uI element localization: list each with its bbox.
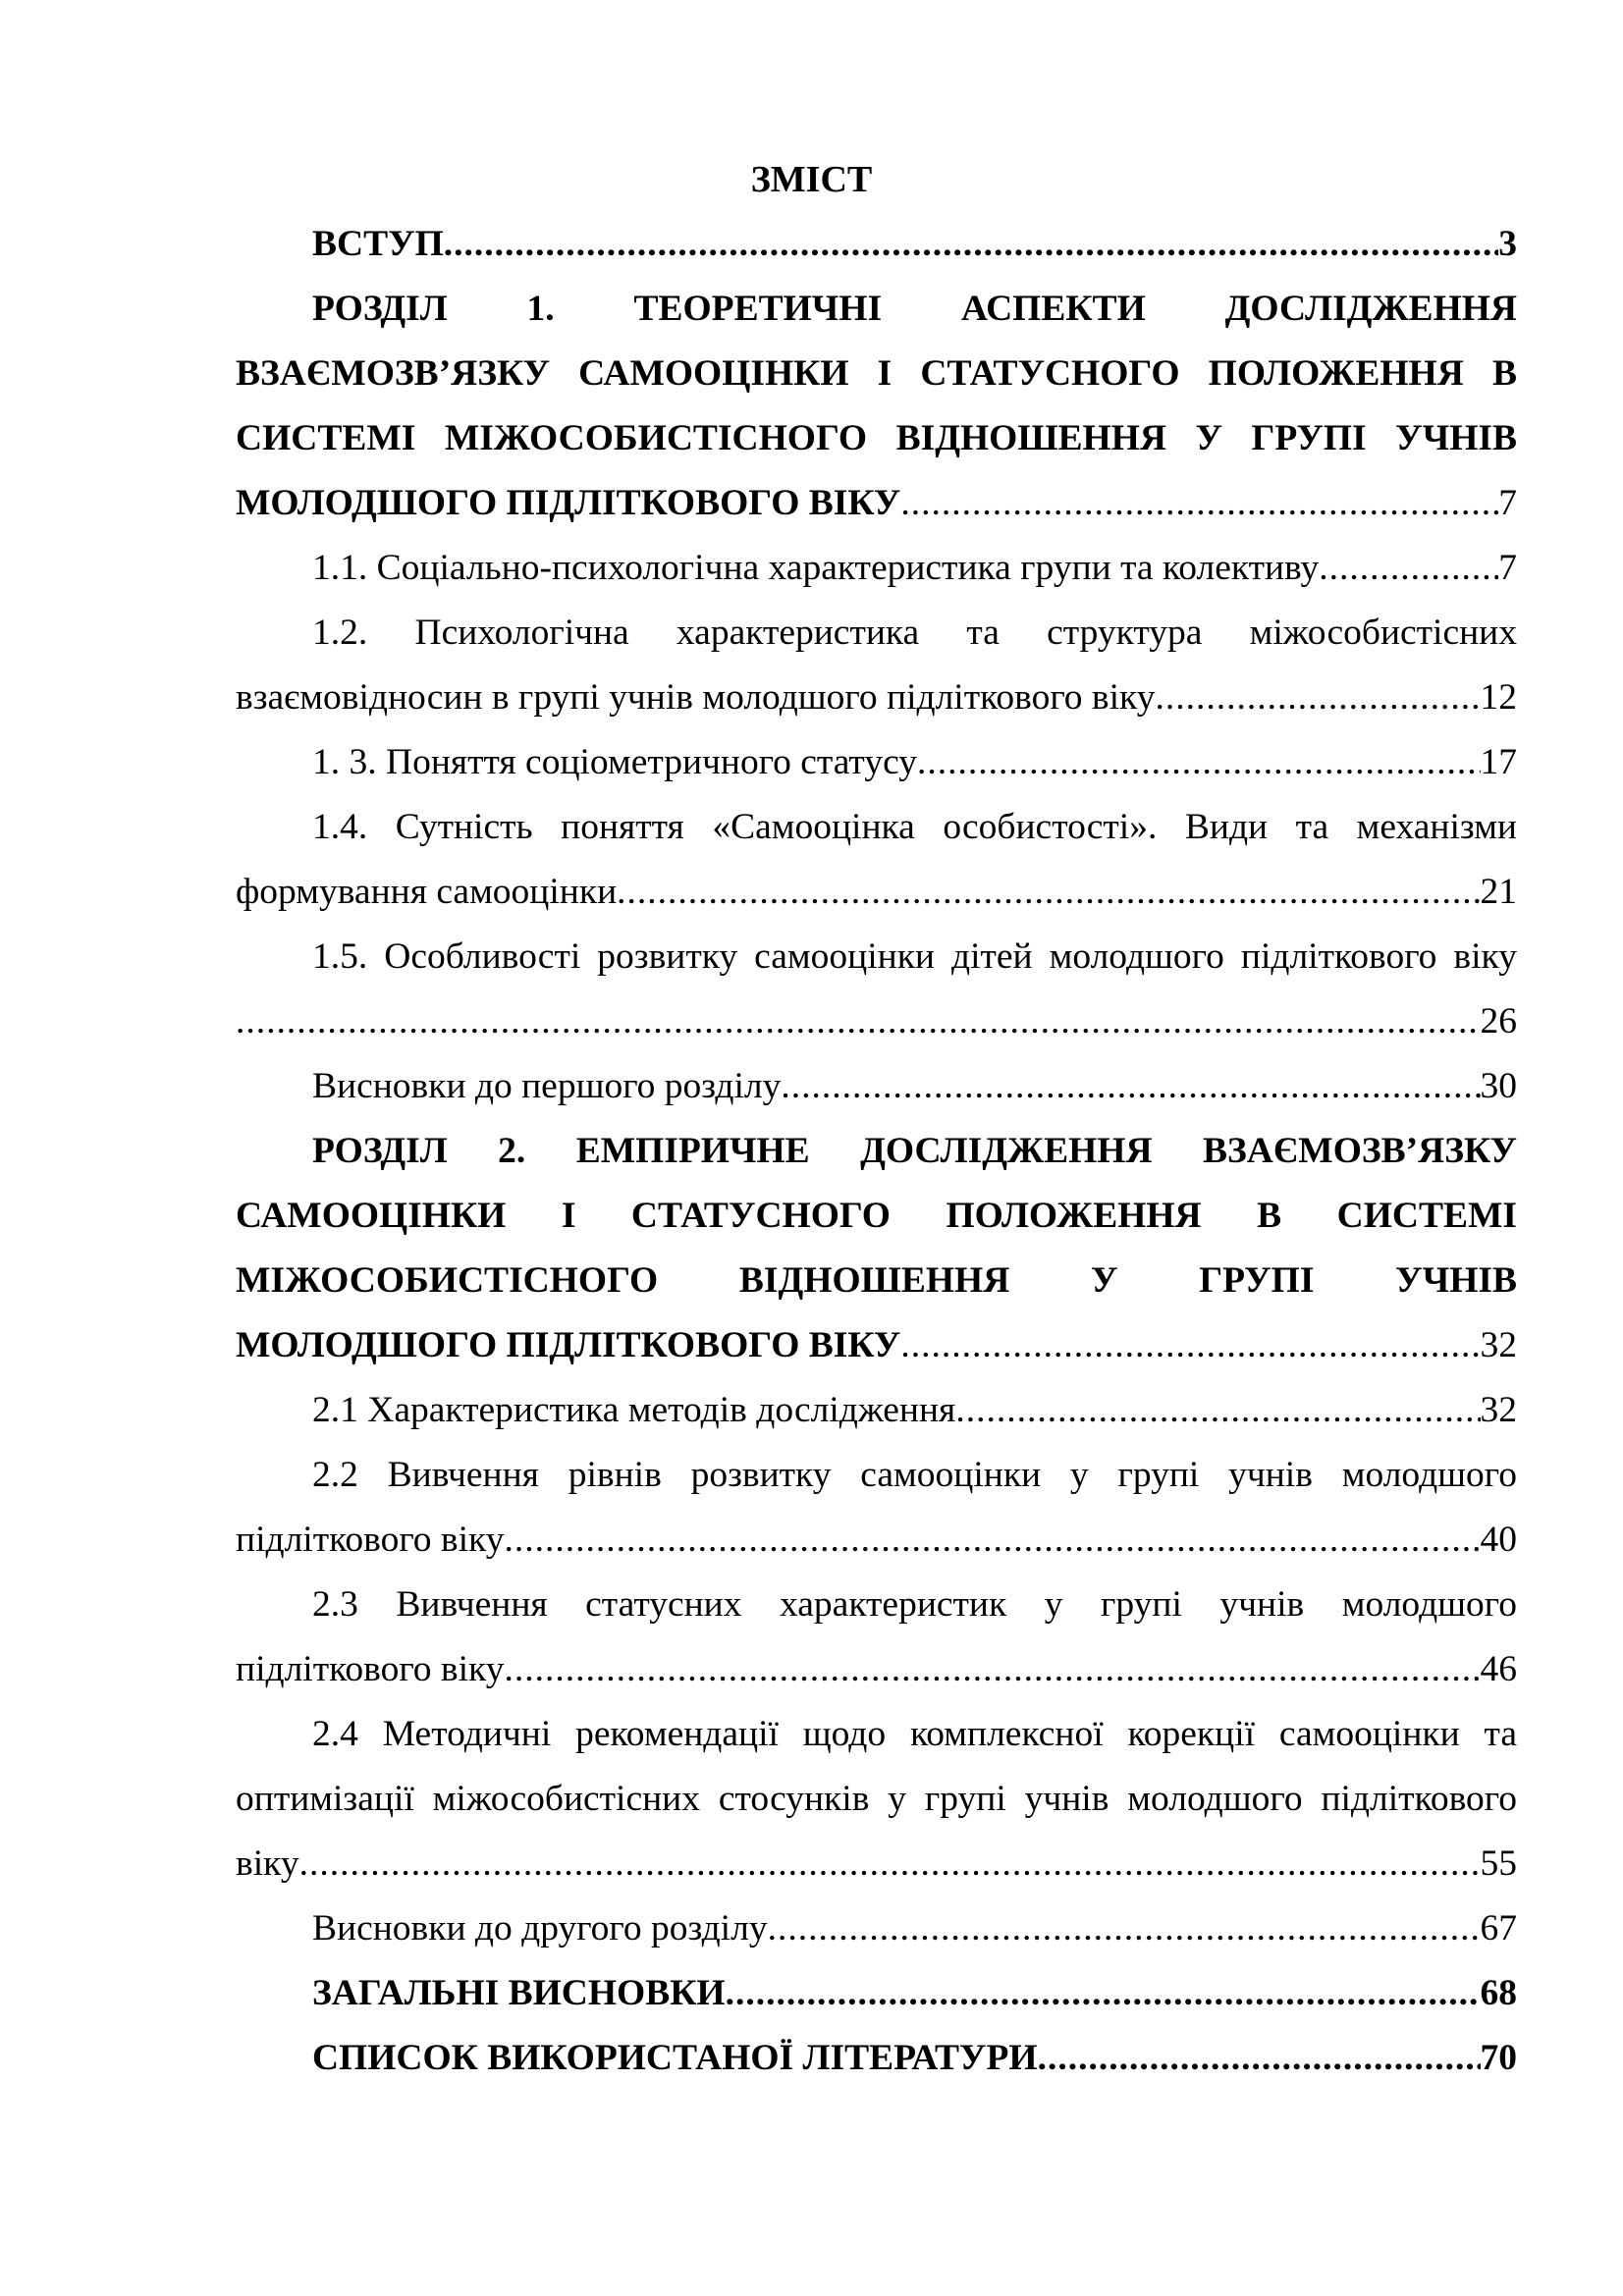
dot-leader	[505, 1508, 1481, 1573]
toc-entry-chapter-2	[236, 1119, 1517, 1378]
toc-page-number: 21	[1480, 872, 1517, 912]
toc-page-number: 26	[1480, 1001, 1517, 1041]
toc-entry-line: 1.5. Особливості розвитку самооцінки дітей молодшого підліткового віку	[312, 936, 1517, 977]
toc-entry-text: МОЛОДШОГО ПІДЛІТКОВОГО ВІКУ	[236, 1325, 901, 1365]
toc-entry-line: 2.4 Методичні рекомендації щодо комплексної корекції самооцінки та	[312, 1714, 1517, 1754]
toc-page-number: 70	[1480, 2038, 1517, 2078]
dot-leader	[1156, 666, 1481, 730]
toc-entry-general-conclusions	[236, 1961, 1517, 2026]
toc-entry-references	[236, 2026, 1517, 2091]
dot-leader	[1319, 536, 1498, 601]
toc-entry-1-3	[236, 730, 1517, 795]
table-of-contents	[236, 212, 1517, 2091]
dot-leader	[1038, 2026, 1481, 2091]
toc-entry-text: віку	[236, 1843, 299, 1884]
dot-leader	[900, 1313, 1480, 1378]
toc-entry-2-1	[236, 1378, 1517, 1443]
toc-page-number: 40	[1480, 1520, 1517, 1560]
toc-page-number: 46	[1480, 1649, 1517, 1689]
toc-entry-text: формування самооцінки	[236, 872, 618, 912]
dot-leader	[444, 212, 1498, 277]
toc-entry-line: 2.3 Вивчення статусних характеристик у групі учнів молодшого	[312, 1584, 1517, 1625]
dot-leader	[505, 1637, 1481, 1702]
toc-entry-text: МОЛОДШОГО ПІДЛІТКОВОГО ВІКУ	[236, 483, 901, 523]
toc-page-number: 12	[1480, 677, 1517, 718]
dot-leader	[299, 1832, 1481, 1896]
toc-entry-text: Висновки до другого розділу	[312, 1908, 768, 1949]
toc-entry-text: 1.1. Соціально-психологічна характеристика групи та колективу	[312, 548, 1320, 588]
toc-title: ЗМІСТ	[750, 159, 873, 200]
toc-entry-1-4	[236, 795, 1517, 925]
toc-page-number: 32	[1480, 1390, 1517, 1430]
toc-page-number: 68	[1480, 1973, 1517, 2013]
toc-entry-chapter-1	[236, 277, 1517, 536]
toc-entry-conclusions-2	[236, 1896, 1517, 1961]
toc-entry-line: САМООЦІНКИ І СТАТУСНОГО ПОЛОЖЕННЯ В СИСТЕМІ	[236, 1196, 1517, 1236]
toc-page-number: 17	[1480, 742, 1517, 782]
toc-page-number: 32	[1480, 1325, 1517, 1365]
toc-page-number: 67	[1480, 1908, 1517, 1949]
dot-leader	[236, 989, 1481, 1054]
toc-entry-conclusions-1	[236, 1054, 1517, 1119]
toc-page-number: 7	[1498, 483, 1517, 523]
toc-entry-line: 1.2. Психологічна характеристика та структура міжособистісних	[312, 613, 1517, 653]
toc-entry-line: ВЗАЄМОЗВ’ЯЗКУ САМООЦІНКИ І СТАТУСНОГО ПОЛОЖЕННЯ В	[236, 353, 1517, 394]
toc-entry-1-5	[236, 925, 1517, 1054]
toc-entry-text: ВСТУП	[312, 224, 444, 264]
toc-entry-text: СПИСОК ВИКОРИСТАНОЇ ЛІТЕРАТУРИ	[312, 2038, 1038, 2078]
toc-page-number: 55	[1480, 1843, 1517, 1884]
toc-entry-intro	[236, 212, 1517, 277]
dot-leader	[768, 1896, 1481, 1961]
toc-entry-2-3	[236, 1573, 1517, 1702]
dot-leader	[781, 1054, 1480, 1119]
toc-entry-text: 1. 3. Поняття соціометричного статусу	[312, 742, 917, 782]
toc-entry-line: РОЗДІЛ 2. ЕМПІРИЧНЕ ДОСЛІДЖЕННЯ ВЗАЄМОЗВ’ЯЗКУ	[312, 1131, 1517, 1171]
dot-leader	[900, 471, 1498, 536]
toc-entry-text: підліткового віку	[236, 1520, 505, 1560]
toc-entry-1-1	[236, 536, 1517, 601]
toc-entry-line: 1.4. Сутність поняття «Самооцінка особистості». Види та механізми	[312, 807, 1517, 847]
dot-leader	[917, 730, 1481, 795]
dot-leader	[955, 1378, 1480, 1443]
toc-page-number: 7	[1498, 548, 1517, 588]
toc-entry-text: взаємовідносин в групі учнів молодшого підліткового віку	[236, 677, 1156, 718]
toc-entry-1-2	[236, 601, 1517, 730]
toc-entry-line: оптимізації міжособистісних стосунків у групі учнів молодшого підліткового	[236, 1779, 1517, 1819]
toc-entry-line: МІЖОСОБИСТІСНОГО ВІДНОШЕННЯ У ГРУПІ УЧНІВ	[236, 1260, 1517, 1301]
toc-entry-text: Висновки до першого розділу	[312, 1066, 782, 1106]
toc-entry-2-4	[236, 1702, 1517, 1896]
toc-entry-line: 2.2 Вивчення рівнів розвитку самооцінки у групі учнів молодшого	[312, 1455, 1517, 1495]
dot-leader	[617, 860, 1480, 925]
toc-entry-line: РОЗДІЛ 1. ТЕОРЕТИЧНІ АСПЕКТИ ДОСЛІДЖЕННЯ	[312, 289, 1517, 329]
toc-entry-text: підліткового віку	[236, 1649, 505, 1689]
toc-entry-2-2	[236, 1443, 1517, 1573]
toc-page-number: 30	[1480, 1066, 1517, 1106]
toc-entry-text: ЗАГАЛЬНІ ВИСНОВКИ	[312, 1973, 726, 2013]
toc-entry-text: 2.1 Характеристика методів дослідження	[312, 1390, 956, 1430]
dot-leader	[726, 1961, 1481, 2026]
toc-entry-line: СИСТЕМІ МІЖОСОБИСТІСНОГО ВІДНОШЕННЯ У ГРУПІ УЧНІВ	[236, 418, 1517, 458]
toc-page-number: 3	[1498, 224, 1517, 264]
